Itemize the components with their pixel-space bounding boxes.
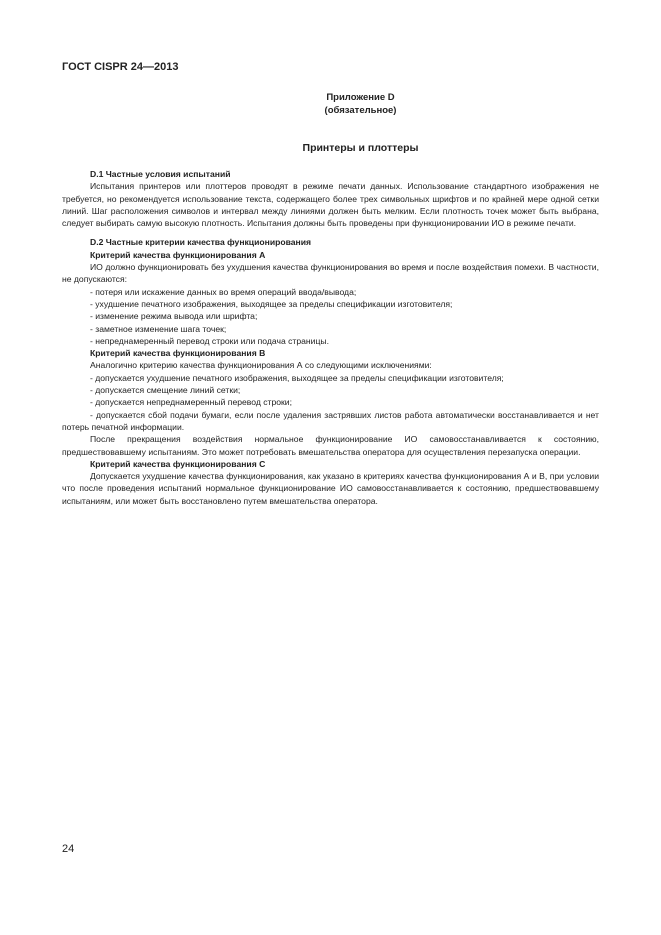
section-d1-heading: D.1 Частные условия испытаний: [90, 169, 231, 179]
document-body: [62, 168, 599, 507]
criterion-b-after: После прекращения воздействия нормальное функционирование ИО самовосстанавливается к состоянию, предшествовавшему испытаниям. Это может потребовать вмешательства оператора для осуществления перезапуска операции.: [62, 434, 599, 457]
list-item: - допускается смещение линий сетки;: [90, 385, 241, 396]
document-header: ГОСТ CISPR 24—2013: [62, 61, 179, 73]
criterion-a-heading: Критерий качества функционирования А: [90, 249, 266, 260]
criterion-a-text: ИО должно функционировать без ухудшения качества функционирования во время и после воздействия помехи. В частности, не допускаются:: [62, 262, 599, 285]
list-item: - непреднамеренный перевод строки или подача страницы.: [90, 335, 329, 346]
page-number: 24: [62, 843, 75, 855]
list-item: - ухудшение печатного изображения, выходящее за пределы спецификации изготовителя;: [90, 298, 453, 309]
appendix-name: Приложение D: [326, 92, 395, 103]
list-item: - допускается непреднамеренный перевод строки;: [90, 397, 292, 408]
criterion-c-heading: Критерий качества функционирования С: [90, 458, 266, 469]
section-d1-text: Испытания принтеров или плоттеров проводят в режиме печати данных. Использование стандартного изображения не требуется, но рекомендуется использование текста, содержащего более трех символьных шрифтов и по крайней мере одной сетки линий. Шаг расположения символов и интервал между линиями должен быть мелким. Если плотность точек может быть выбрана, следует выбирать самую высокую плотность. Испытания должны быть проведены при функционировании ИО в режиме печати.: [62, 181, 599, 229]
list-item: - изменение режима вывода или шрифта;: [90, 311, 258, 322]
criterion-b-heading: Критерий качества функционирования В: [90, 348, 266, 359]
criterion-b-text: Аналогично критерию качества функционирования А со следующими исключениями:: [90, 360, 432, 371]
section-d2-heading: D.2 Частные критерии качества функционирования: [90, 237, 312, 248]
criterion-c-text: Допускается ухудшение качества функционирования, как указано в критериях качества функционирования А и В, при условии что после проведения испытаний нормальное функционирование ИО самовосстанавливается к состоянию, предшествовавшему испытаниям, или может быть восстановлено путем вмешательства оператора.: [62, 471, 599, 506]
list-item: - заметное изменение шага точек;: [90, 323, 227, 334]
list-item: - потеря или искажение данных во время операций ввода/вывода;: [90, 286, 357, 297]
list-item: - допускается ухудшение печатного изображения, выходящее за пределы спецификации изготовителя;: [90, 372, 504, 383]
appendix-status: (обязательное): [324, 105, 397, 116]
list-item: - допускается сбой подачи бумаги, если после удаления застрявших листов работа автоматически восстанавливается и нет потерь печатной информации.: [62, 409, 599, 432]
appendix-title: Принтеры и плоттеры: [302, 142, 419, 154]
